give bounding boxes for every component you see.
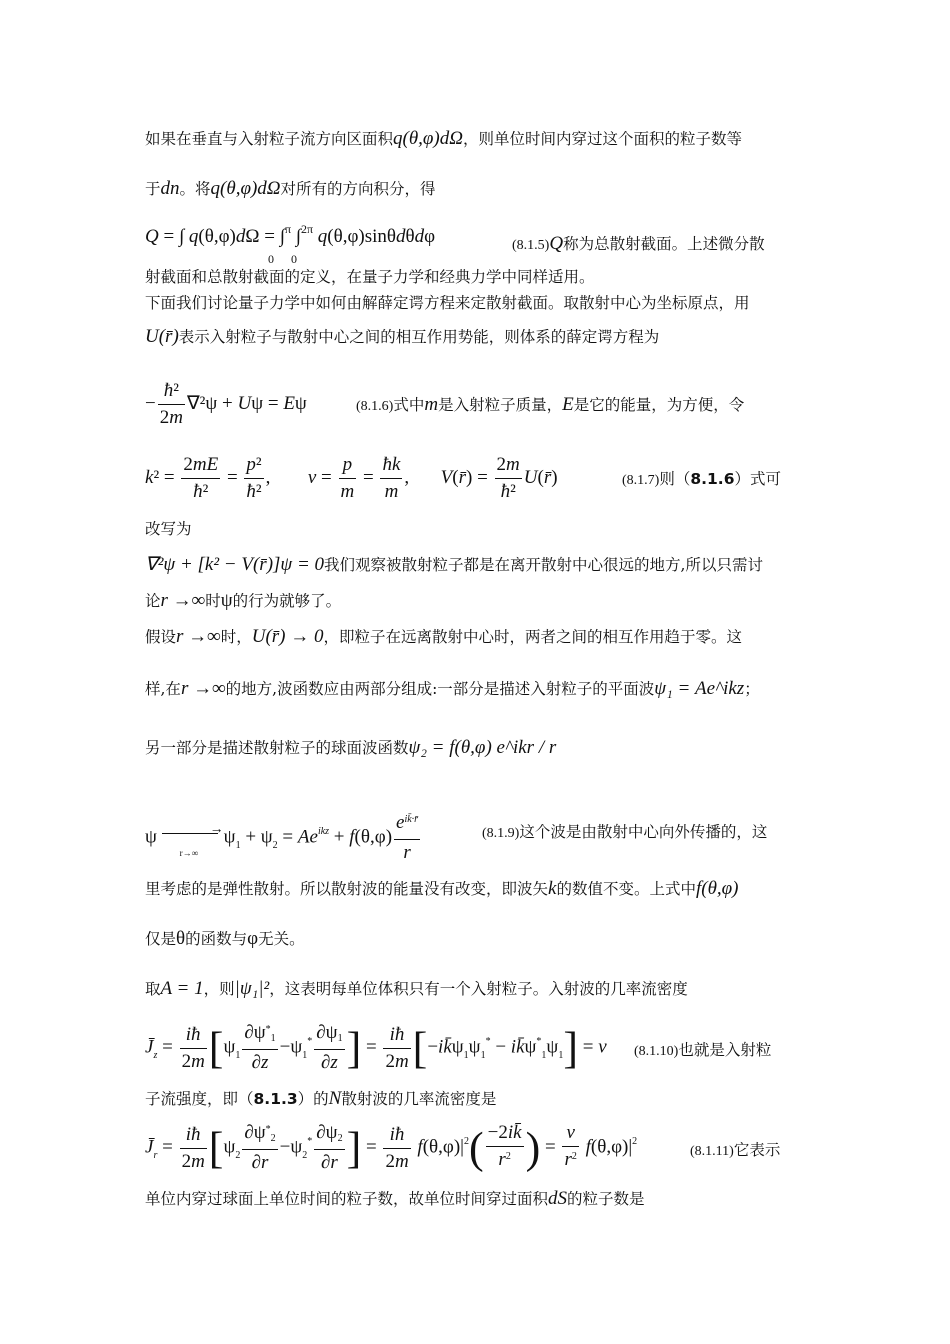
math-inline: ψ₂ = f(θ,φ) e^ikr / r (408, 737, 557, 758)
math-inline: N (328, 1088, 342, 1109)
text: 它表示 (733, 1141, 781, 1159)
text: 也就是入射粒 (678, 1041, 772, 1059)
text: ）的 (297, 1090, 329, 1108)
equation-note (622, 467, 781, 489)
math-inline: r →∞ (176, 626, 221, 647)
math-inline: U(r̄) → 0 (251, 626, 324, 647)
equation-8-1-6: − $\frac{\text{ħ²}}{2m}$ ∇²ψ + Uψ = Eψ (145, 380, 307, 428)
text: 的粒子数是 (567, 1190, 645, 1208)
math-inline: dn (160, 178, 180, 199)
equation-reference: 8.1.6 (690, 470, 735, 488)
text: 散射波的几率流密度是 (341, 1090, 497, 1108)
text: 改写为 (145, 520, 192, 538)
paragraph-line-7 (145, 554, 810, 576)
math-inline: k (548, 878, 557, 899)
text: 的地方,波函数应由两部分组成:一部分是描述入射粒子的平面波 (225, 680, 655, 698)
text: 对所有的方向积分，得 (280, 180, 436, 198)
paragraph-line-16 (145, 1188, 810, 1210)
math-inline: r →∞ (160, 590, 206, 611)
text: ，则单位时间内穿过这个面积的粒子数等 (463, 130, 743, 148)
paragraph-line-4 (145, 292, 810, 314)
text: 射截面和总散射截面的定义，在量子力学和经典力学中同样适用。 (145, 268, 595, 286)
text: 这个波是由散射中心向外传播的，这 (519, 823, 768, 841)
text: ，则 (203, 980, 235, 998)
math-inline: Q (549, 233, 564, 254)
math-inline: q(θ,φ)dΩ (210, 178, 281, 199)
text: 则（ (659, 470, 691, 488)
text: 是它的能量，为方便，令 (573, 396, 745, 414)
equation-number: (8.1.10) (634, 1044, 679, 1059)
limit-arrow: → r→∞ (162, 828, 224, 848)
paragraph-line-1 (145, 128, 810, 150)
text: 样,在 (145, 680, 181, 698)
text: 我们观察被散射粒子都是在离开散射中心很远的地方,所以只需讨 (324, 556, 763, 574)
text: 表示入射粒子与散射中心之间的相互作用势能，则体系的薛定谔方程为 (178, 328, 660, 346)
math-inline: E (562, 394, 574, 415)
equation-note (690, 1138, 780, 1160)
equation-number: (8.1.6) (356, 399, 394, 414)
paragraph-line-10 (145, 678, 810, 700)
equation-number: (8.1.9) (482, 826, 520, 841)
integral-lower-limit: 0 (291, 252, 297, 266)
equation-note (482, 820, 767, 842)
equation-reference: 8.1.3 (253, 1090, 298, 1108)
text: ； (744, 680, 760, 698)
integral-lower-limit: 0 (268, 252, 274, 266)
paragraph-line-3 (145, 266, 810, 288)
text: 是入射粒子质量， (438, 396, 563, 414)
math-inline: q(θ,φ)dΩ (393, 128, 464, 149)
paragraph-line-2 (145, 178, 810, 200)
text: 式中 (393, 396, 425, 414)
paragraph-line-13 (145, 928, 810, 950)
text: 无关。 (258, 930, 305, 948)
math-inline: ψ (220, 590, 233, 611)
paragraph-line-14 (145, 978, 810, 1000)
text: 下面我们讨论量子力学中如何由解薛定谔方程来定散射截面。取散射中心为坐标原点，用 (145, 294, 750, 312)
text: 仅是 (145, 930, 177, 948)
math-inline: |ψ₁|² (234, 978, 270, 999)
paragraph-line-8 (145, 590, 810, 612)
equation-8-1-11: $J̄_r$ = $\frac{iħ}{2m}$ [$\psi_2$ $\frac{\partial\psi^*2}{\partial r}$ $-\psi_2^*$ $\frac{\partial\psi 2}{\partial r}$ ] = $\frac{iħ}{2m}$ $f(\theta,\varphi)|^2$( $\frac{-2ik̄}{r^2}$ ) = $\frac{v}{r^2}$ $f(\theta,\varphi)|^2$ (145, 1122, 638, 1173)
equation-8-1-10: $J̄_z$ = $\frac{iħ}{2m}$ [$\psi_1$ $\frac{\partial\psi^*1}{\partial z}$ $-\psi_1^*$ $\frac{\partial\psi 1}{\partial z}$ ] = $\frac{iħ}{2m}$ [$-ik̄\psi_1\psi_1^*$ − $ik̄\psi^*_1\psi_1] = v$ (145, 1022, 607, 1073)
text: 如果在垂直与入射粒子流方向区面积 (145, 130, 394, 148)
text: 单位内穿过球面上单位时间的粒子数，故单位时间穿过面积 (145, 1190, 549, 1208)
text: 里考虑的是弹性散射。所以散射波的能量没有改变，即波矢 (145, 880, 549, 898)
equation-8-1-5: Q = ∫ q(θ,φ)dΩ = ∫$^\pi$ ∫$^{2\pi}$ q(θ,φ)sinθdθdφ (145, 222, 436, 247)
math-inline: dS (548, 1188, 568, 1209)
equation-number: (8.1.7) (622, 473, 660, 488)
math-inline: ∇²ψ + [k² − V(r̄)]ψ = 0 (145, 554, 325, 575)
equation-note (634, 1038, 771, 1060)
equation-note (512, 232, 765, 255)
math-inline: φ (247, 928, 259, 949)
equation-8-1-7: k² = $\frac{2mE}{\text{ħ²}}$ = $\frac{\text{p²}}{\text{ħ²}}$ , v = $\frac{p}{m}$ = $\frac{ħk}{m}$ , V(r̄) = $\frac{2m}{\text{ħ²}}$ U(r̄) (145, 454, 558, 502)
paragraph-line-11 (145, 737, 810, 759)
text: ，即粒子在远离散射中心时，两者之间的相互作用趋于零。这 (323, 628, 743, 646)
text: 论 (145, 592, 161, 610)
text: ，这表明每单位体积只有一个入射粒子。入射波的几率流密度 (269, 980, 688, 998)
paragraph-line-6 (145, 518, 810, 540)
text: 假设 (145, 628, 177, 646)
text: 于 (145, 180, 161, 198)
text: 的函数与 (185, 930, 248, 948)
math-inline: f(θ,φ) (695, 878, 739, 899)
equation-number: (8.1.5) (512, 238, 550, 253)
paragraph-line-9 (145, 626, 810, 648)
paragraph-line-5 (145, 326, 810, 348)
text: ）式可 (734, 470, 781, 488)
math-inline: U(r̄) (145, 326, 179, 347)
text: 称为总散射截面。上述微分散 (563, 235, 765, 253)
text: 取 (145, 980, 161, 998)
text: 时， (220, 628, 252, 646)
text: 时 (205, 592, 221, 610)
paragraph-line-15 (145, 1088, 810, 1110)
math-inline: ψ₁ = Ae^ikz (654, 678, 745, 699)
text: 子流强度，即（ (145, 1090, 254, 1108)
math-inline: θ (176, 928, 186, 949)
math-inline: m (424, 394, 439, 415)
paragraph-line-12 (145, 878, 810, 900)
equation-number: (8.1.11) (690, 1144, 734, 1159)
text: 的行为就够了。 (232, 592, 342, 610)
text: 的数值不变。上式中 (556, 880, 696, 898)
math-inline: r →∞ (180, 678, 226, 699)
text: 。将 (179, 180, 211, 198)
equation-8-1-9: ψ → r→∞ $\psi_1 + \psi_2 = Ae^{ikz} + f(\theta,\varphi)$ $\frac{e^{ik̄\cdot r̄}}{r}$ (145, 812, 419, 863)
text: 另一部分是描述散射粒子的球面波函数 (145, 739, 409, 757)
equation-note (356, 393, 744, 416)
math-inline: A = 1 (160, 978, 204, 999)
